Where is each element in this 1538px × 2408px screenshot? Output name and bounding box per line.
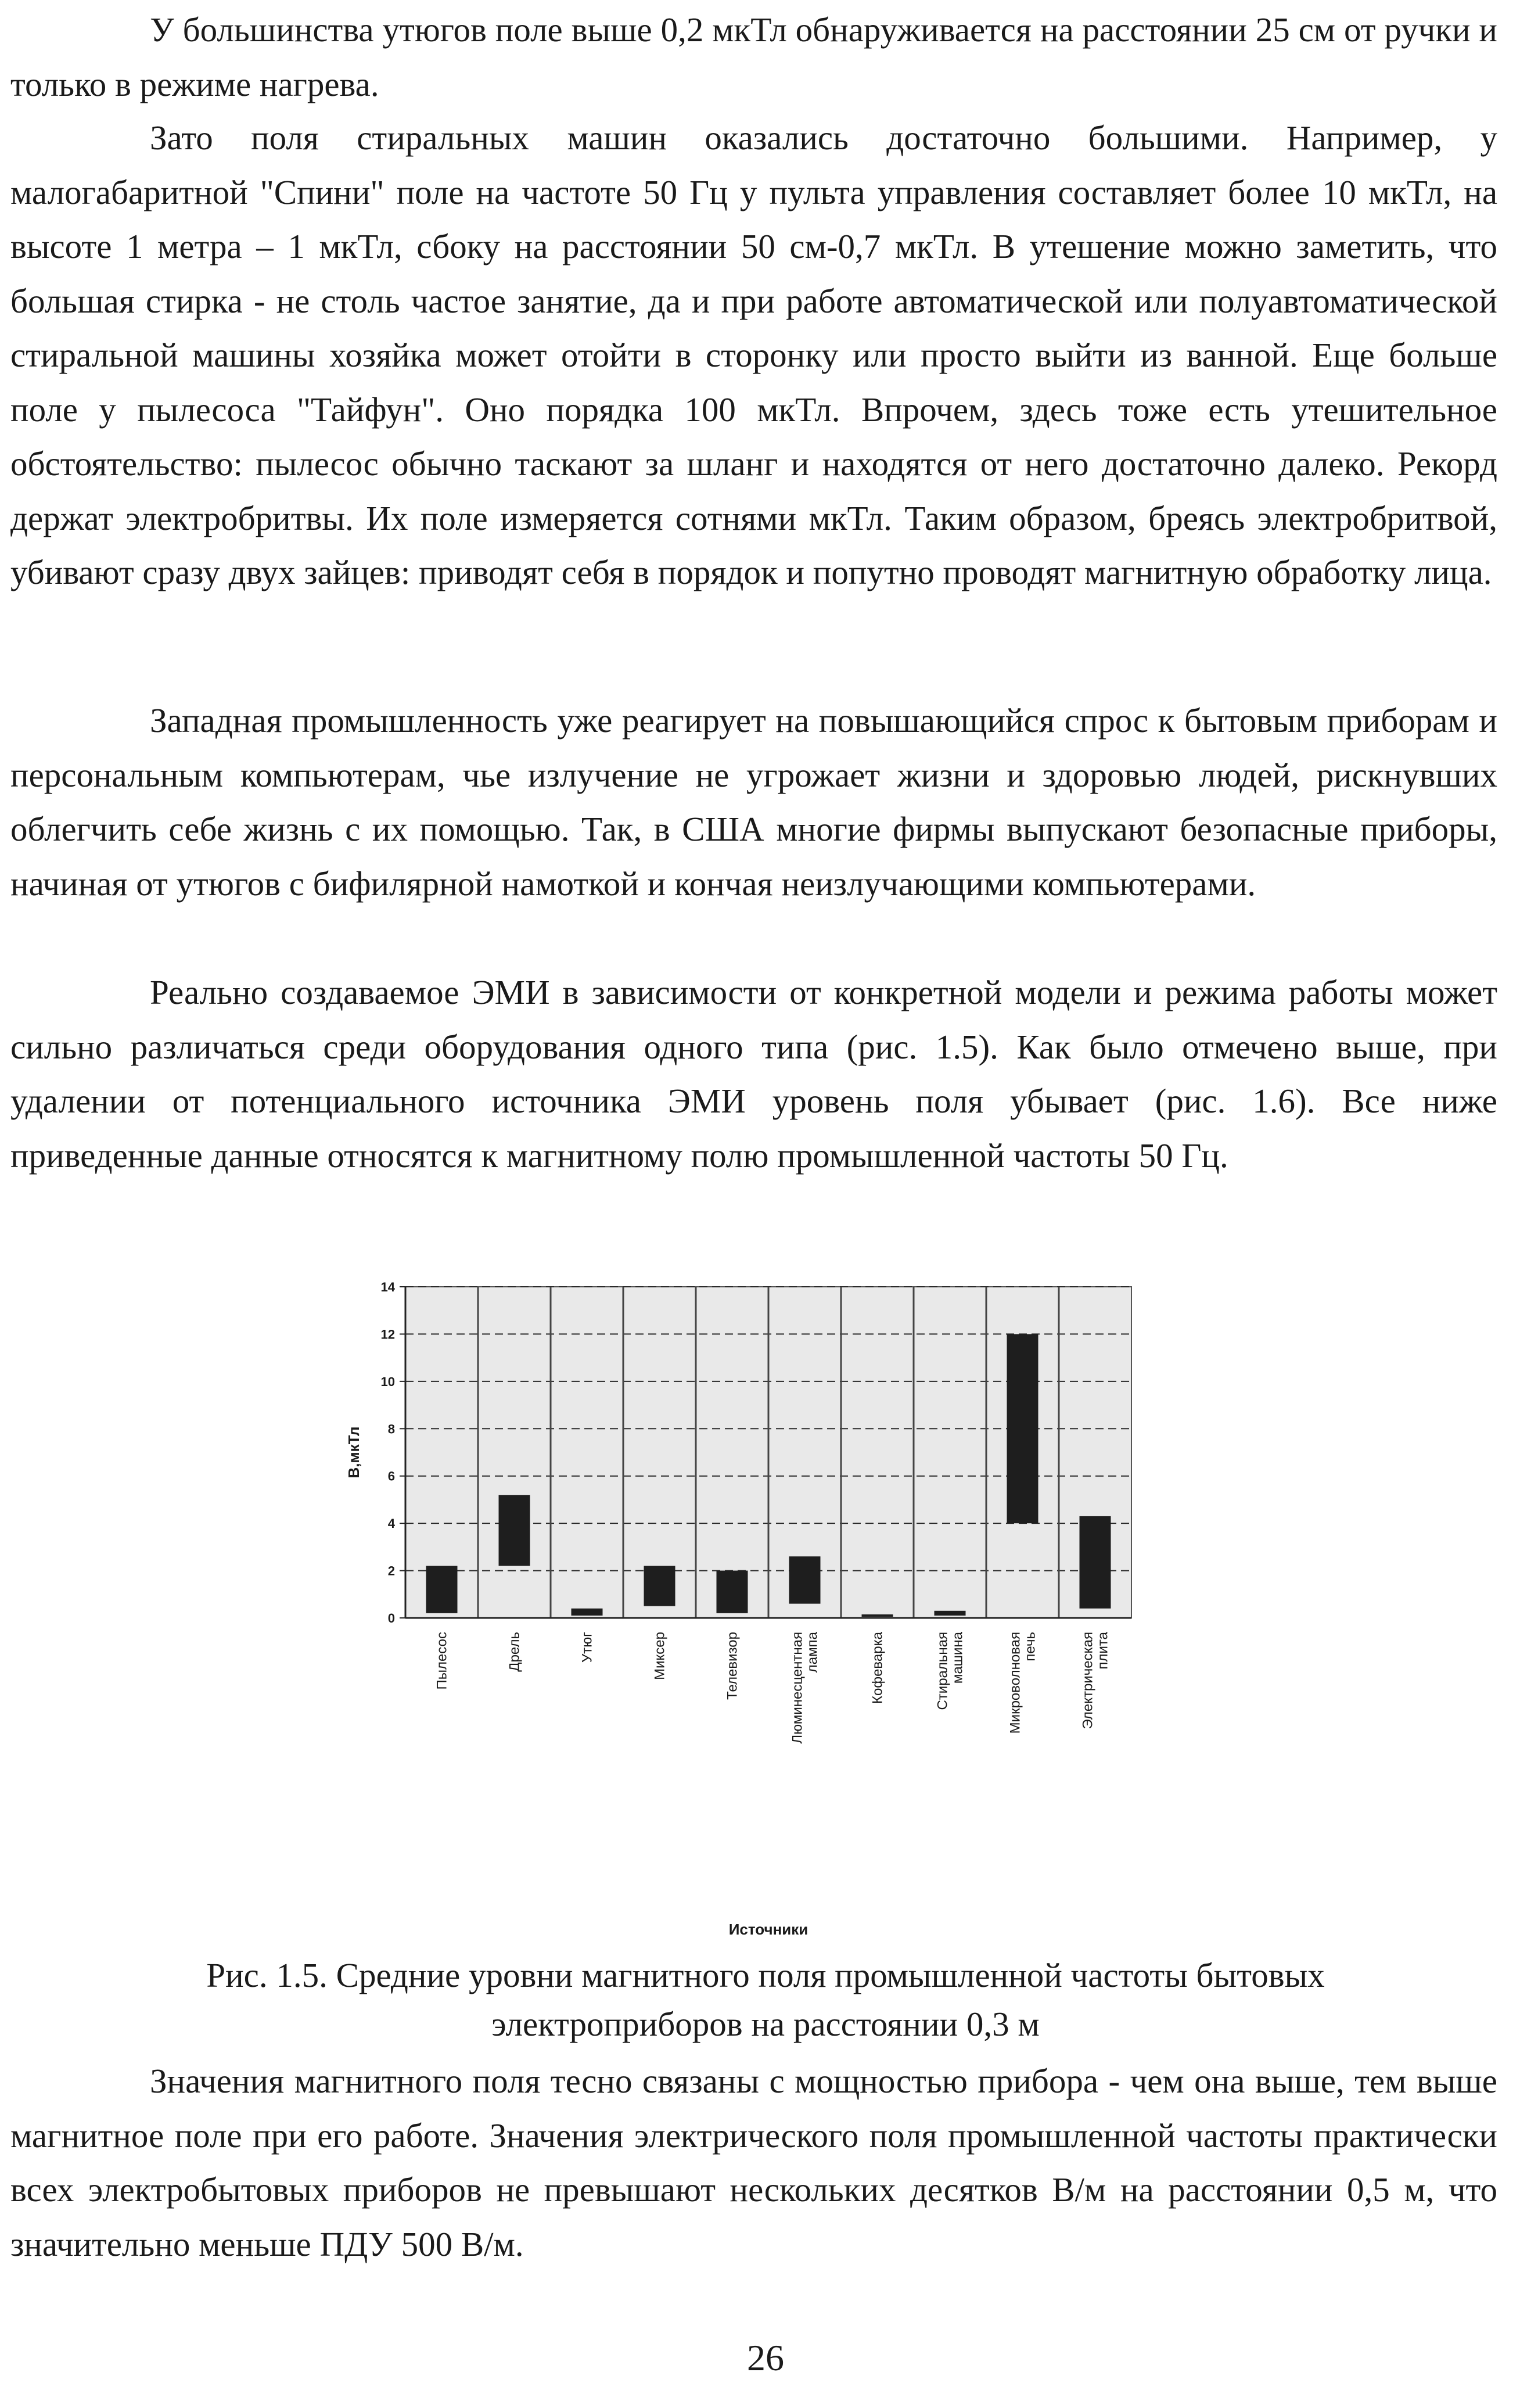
- category-label: машина: [950, 1632, 966, 1684]
- page-number: 26: [747, 2337, 784, 2378]
- paragraph-1: У большинства утюгов поле выше 0,2 мкТл обнаруживается на расстоянии 25 см от ручки и только в режиме нагрева.: [10, 10, 1497, 103]
- category-label: печь: [1022, 1632, 1038, 1661]
- y-tick-label: 2: [387, 1563, 395, 1578]
- bar: [1007, 1334, 1038, 1523]
- bar: [426, 1566, 458, 1613]
- category-label: Кофеварка: [869, 1632, 886, 1704]
- figure-chart: [336, 1275, 1184, 1943]
- category-label: лампа: [804, 1632, 821, 1673]
- category-label: Миксер: [652, 1632, 668, 1680]
- paragraph-2: Зато поля стиральных машин оказались достаточно большими. Например, у малогабаритной "Спини" поле на частоте 50 Гц у пульта управления составляет более 10 мкТл, на высоте 1 метра – 1 мкТл, сбоку на расстоянии 50 см-0,7 мкТл. В утешение можно заметить, что большая стирка - не столь частое занятие, да и при работе автоматической или полуавтоматической стиральной машины хозяйка может отойти в сторонку или просто выйти из ванной. Еще больше поле у пылесоса "Тайфун". Оно порядка 100 мкТл. Впрочем, здесь тоже есть утешительное обстоятельство: пылесос обычно таскают за шланг и находятся от него достаточно далеко. Рекорд держат электробритвы. Их поле измеряется сотнями мкТл. Таким образом, бреясь электробритвой, убивают сразу двух зайцев: приводят себя в порядок и попутно проводят магнитную обработку лица.: [10, 119, 1497, 591]
- category-label: Электрическая: [1080, 1632, 1096, 1729]
- bar: [572, 1609, 603, 1616]
- bar: [499, 1495, 530, 1566]
- y-tick-label: 12: [380, 1327, 395, 1342]
- chart-svg: [336, 1275, 1184, 1943]
- category-label: плита: [1095, 1632, 1111, 1670]
- bar: [717, 1571, 748, 1613]
- category-label: Утюг: [579, 1632, 595, 1663]
- category-label: Стиральная: [935, 1632, 951, 1710]
- paragraph-4: Реально создаваемое ЭМИ в зависимости от конкретной модели и режима работы может сильно различаться среди оборудования одного типа (рис. 1.5). Как было отмечено выше, при удалении от потенциального источника ЭМИ уровень поля убывает (рис. 1.6). Все ниже приведенные данные относятся к магнитному полю промышленной частоты 50 Гц.: [10, 973, 1497, 1175]
- y-tick-label: 14: [380, 1280, 395, 1294]
- y-axis-title: B,мкТл: [345, 1426, 362, 1478]
- category-label: Дрель: [506, 1632, 523, 1672]
- caption-line-1: Рис. 1.5. Средние уровни магнитного поля промышленной частоты бытовых: [206, 1956, 1325, 1994]
- figure-caption: [10, 1951, 1521, 2048]
- y-tick-label: 4: [387, 1516, 395, 1531]
- y-tick-label: 8: [387, 1422, 395, 1437]
- y-tick-label: 10: [380, 1374, 395, 1389]
- category-label: Люминесцентная: [789, 1632, 806, 1744]
- bar: [1080, 1516, 1111, 1609]
- y-tick-label: 6: [387, 1469, 395, 1484]
- bar: [862, 1614, 893, 1617]
- y-tick-label: 0: [387, 1611, 395, 1625]
- bar: [789, 1556, 821, 1603]
- x-axis-title: Источники: [728, 1921, 808, 1938]
- caption-line-2: электроприборов на расстоянии 0,3 м: [491, 2005, 1040, 2043]
- paragraph-5: Значения магнитного поля тесно связаны с мощностью прибора - чем она выше, тем выше магнитное поле при его работе. Значения электрического поля промышленной частоты практически всех электробытовых приборов не превышают нескольких десятков В/м на расстоянии 0,5 м, что значительно меньше ПДУ 500 В/м.: [10, 2062, 1497, 2263]
- category-label: Телевизор: [724, 1632, 741, 1700]
- bar: [935, 1611, 966, 1616]
- bar: [644, 1566, 675, 1606]
- category-label: Пылесос: [434, 1632, 450, 1690]
- category-label: Микроволновая: [1007, 1632, 1023, 1734]
- paragraph-3: Западная промышленность уже реагирует на повышающийся спрос к бытовым приборам и персональным компьютерам, чье излучение не угрожает жизни и здоровью людей, рискнувших облегчить себе жизнь с их помощью. Так, в США многие фирмы выпускают безопасные приборы, начиная от утюгов с бифилярной намоткой и кончая неизлучающими компьютерами.: [10, 701, 1497, 903]
